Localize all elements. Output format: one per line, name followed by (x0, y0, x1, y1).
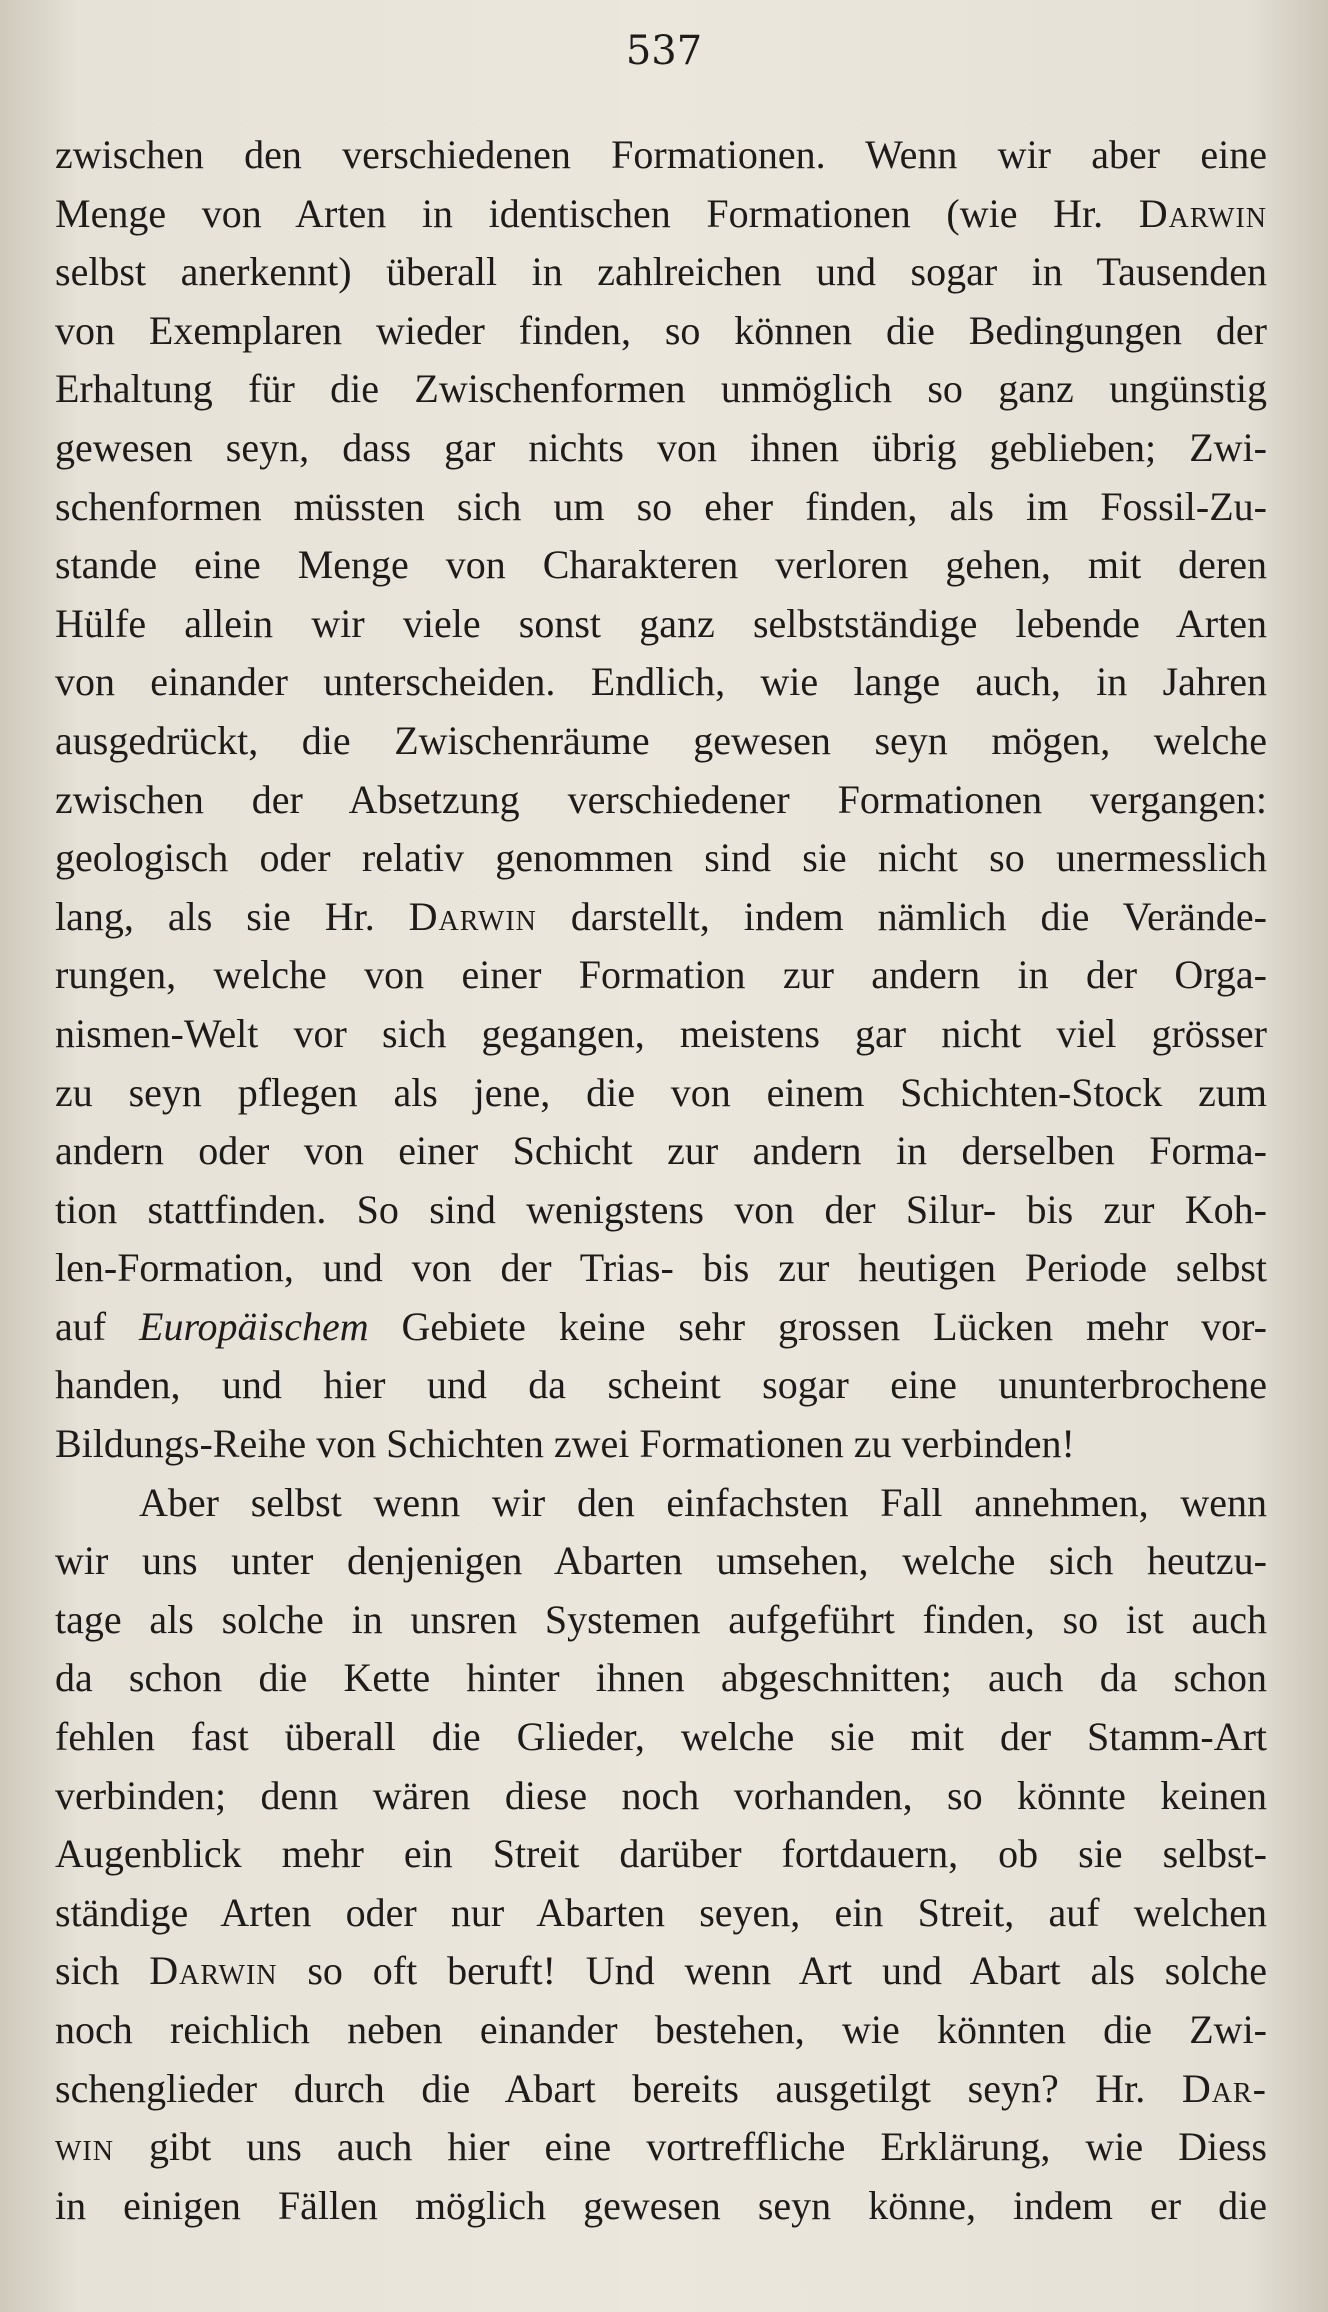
text-run: Bildungs-Reihe von Schichten zwei Formationen zu verbinden! (55, 1421, 1075, 1467)
text-line (55, 653, 1267, 712)
small-caps-name: Dar- (1181, 2065, 1267, 2111)
text-run: nismen-Welt vor sich gegangen, meistens gar nicht viel grösser (55, 1010, 1267, 1056)
text-line (55, 1942, 1267, 2001)
text-run: schenglieder durch die Abart bereits ausgetilgt seyn? Hr. (55, 2065, 1182, 2111)
text-run: ausgedrückt, die Zwischenräume gewesen seyn mögen, welche (55, 717, 1267, 763)
small-caps-name: Darwin (149, 1948, 278, 1994)
text-line (55, 946, 1267, 1005)
text-line (55, 829, 1267, 888)
text-run: da schon die Kette hinter ihnen abgeschnitten; auch da schon (55, 1655, 1267, 1701)
text-line (55, 1356, 1267, 1415)
text-run: andern oder von einer Schicht zur andern in derselben Forma- (55, 1128, 1267, 1174)
italic-word: Europäischem (139, 1303, 369, 1349)
text-run: von Exemplaren wieder finden, so können die Bedingungen der (55, 307, 1267, 353)
text-line (55, 1884, 1267, 1943)
text-run: len-Formation, und von der Trias- bis zur heutigen Periode selbst (55, 1245, 1267, 1291)
text-line (55, 536, 1267, 595)
text-line (55, 1474, 1267, 1533)
text-line (55, 595, 1267, 654)
text-run: Gebiete keine sehr grossen Lücken mehr vor- (368, 1303, 1267, 1349)
text-line (55, 1767, 1267, 1826)
text-line (55, 1239, 1267, 1298)
text-line (55, 1122, 1267, 1181)
text-run: zu seyn pflegen als jene, die von einem Schichten-Stock zum (55, 1069, 1267, 1115)
text-run: geologisch oder relativ genommen sind sie nicht so unermesslich (55, 835, 1267, 881)
text-run: handen, und hier und da scheint sogar eine ununterbrochene (55, 1362, 1267, 1408)
text-line (55, 302, 1267, 361)
text-run: Hülfe allein wir viele sonst ganz selbstständige lebende Arten (55, 600, 1267, 646)
text-line (55, 712, 1267, 771)
text-line (55, 1532, 1267, 1591)
text-run: gewesen seyn, dass gar nichts von ihnen übrig geblieben; Zwi- (55, 424, 1267, 470)
text-run: zwischen den verschiedenen Formationen. Wenn wir aber eine (55, 132, 1267, 177)
text-run: Menge von Arten in identischen Formationen (wie Hr. (55, 190, 1139, 236)
text-run: so oft beruft! Und wenn Art und Abart als solche (277, 1948, 1267, 1994)
text-run: zwischen der Absetzung verschiedener Formationen vergangen: (55, 776, 1267, 822)
text-run: von einander unterscheiden. Endlich, wie lange auch, in Jahren (55, 659, 1267, 705)
text-line (55, 1005, 1267, 1064)
text-run: stande eine Menge von Charakteren verloren gehen, mit deren (55, 542, 1267, 588)
text-line (55, 771, 1267, 830)
text-line (55, 360, 1267, 419)
text-line (55, 419, 1267, 478)
text-run: verbinden; denn wären diese noch vorhanden, so könnte keinen (55, 1772, 1267, 1818)
text-run: ständige Arten oder nur Abarten seyen, ein Streit, auf welchen (55, 1889, 1267, 1935)
page-number: 537 (625, 28, 703, 74)
text-line (55, 1064, 1267, 1123)
body-text (55, 126, 1267, 2235)
text-line (55, 2001, 1267, 2060)
text-line (55, 243, 1267, 302)
text-line (55, 1825, 1267, 1884)
small-caps-name: win (55, 2124, 114, 2170)
text-line (55, 2118, 1267, 2177)
text-run: fehlen fast überall die Glieder, welche sie mit der Stamm-Art (55, 1714, 1267, 1760)
text-line (55, 126, 1267, 185)
text-run: noch reichlich neben einander bestehen, wie könnten die Zwi- (55, 2007, 1267, 2052)
text-run: in einigen Fällen möglich gewesen seyn könne, indem er die (55, 2182, 1267, 2228)
text-line (55, 1415, 1267, 1474)
text-line (55, 2060, 1267, 2119)
small-caps-name: Darwin (408, 893, 537, 939)
text-run: Erhaltung für die Zwischenformen unmöglich so ganz ungünstig (55, 366, 1267, 412)
text-line (55, 1708, 1267, 1767)
text-line (55, 478, 1267, 537)
text-line (55, 888, 1267, 947)
text-run: rungen, welche von einer Formation zur andern in der Orga- (55, 952, 1267, 998)
text-run: Aber selbst wenn wir den einfachsten Fall annehmen, wenn (139, 1479, 1267, 1525)
text-run: Augenblick mehr ein Streit darüber fortdauern, ob sie selbst- (55, 1831, 1267, 1877)
text-run: tage als solche in unsren Systemen aufgeführt finden, so ist auch (55, 1596, 1267, 1642)
text-line (55, 1181, 1267, 1240)
text-run: selbst anerkennt) überall in zahlreichen und sogar in Tausenden (55, 249, 1267, 295)
text-line (55, 1591, 1267, 1650)
text-run: lang, als sie Hr. (55, 893, 409, 939)
small-caps-name: Darwin (1138, 190, 1267, 236)
text-run: wir uns unter denjenigen Abarten umsehen, welche sich heutzu- (55, 1538, 1267, 1584)
text-run: darstellt, indem nämlich die Verände- (536, 893, 1267, 939)
text-line (55, 1298, 1267, 1357)
text-run: tion stattfinden. So sind wenigstens von der Silur- bis zur Koh- (55, 1186, 1267, 1232)
text-line (55, 1649, 1267, 1708)
text-run: auf (55, 1303, 140, 1349)
text-run: sich (55, 1948, 150, 1994)
text-run: gibt uns auch hier eine vortreffliche Erklärung, wie Diess (113, 2124, 1267, 2170)
text-line (55, 2177, 1267, 2236)
text-run: schenformen müssten sich um so eher finden, als im Fossil-Zu- (55, 483, 1267, 529)
text-line (55, 185, 1267, 244)
